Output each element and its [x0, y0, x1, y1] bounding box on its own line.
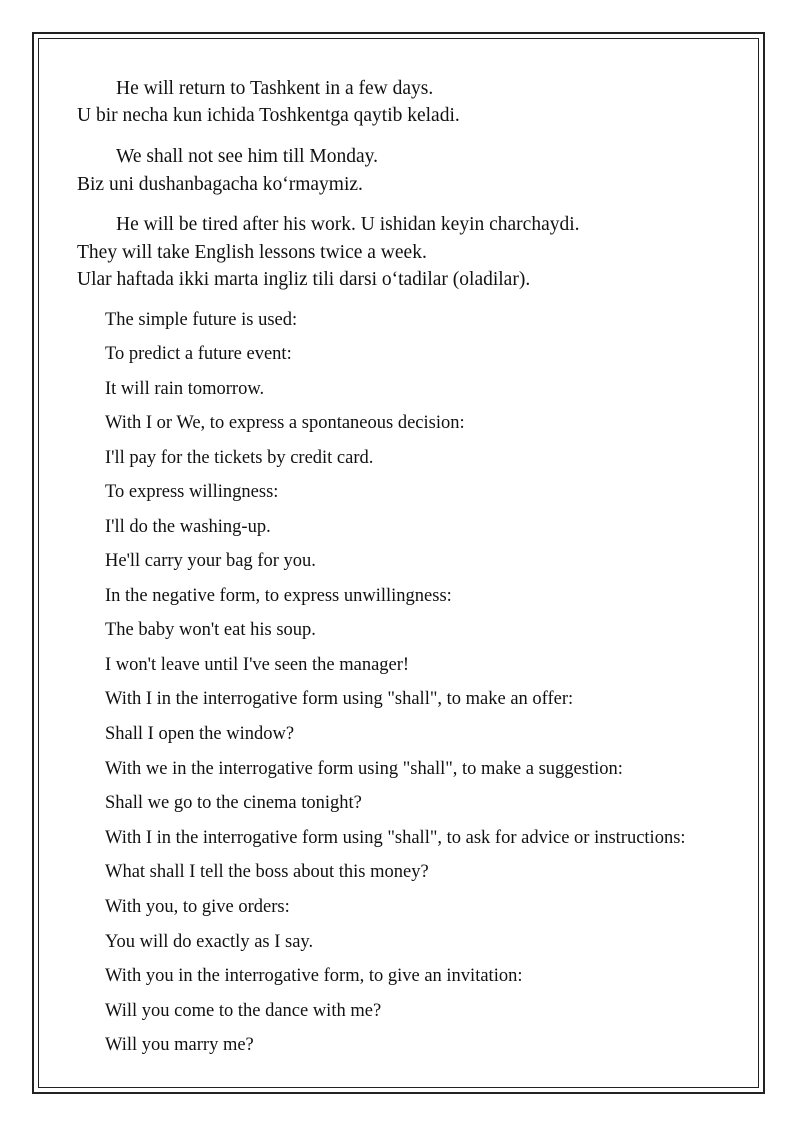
example-4-uzbek: Ular haftada ikki marta ingliz tili darsi o‘tadilar (oladilar). — [77, 269, 531, 290]
usage-line: With I in the interrogative form using "shall", to make an offer: — [105, 689, 574, 709]
usage-line: Will you marry me? — [105, 1035, 254, 1055]
usage-line: I won't leave until I've seen the manager! — [105, 655, 410, 675]
usage-line: With I in the interrogative form using "shall", to ask for advice or instructions: — [105, 828, 686, 848]
usage-line: The baby won't eat his soup. — [105, 620, 316, 640]
usage-line: What shall I tell the boss about this money? — [105, 862, 429, 882]
usage-line: It will rain tomorrow. — [105, 379, 265, 399]
example-2-english: We shall not see him till Monday. — [116, 146, 379, 167]
example-4-english: They will take English lessons twice a week. — [77, 242, 427, 263]
usage-line: Shall we go to the cinema tonight? — [105, 793, 362, 813]
usage-line: I'll do the washing-up. — [105, 517, 271, 537]
usage-line: With we in the interrogative form using "shall", to make a suggestion: — [105, 759, 623, 779]
example-1-uzbek: U bir necha kun ichida Toshkentga qaytib keladi. — [77, 105, 460, 126]
usage-line: With you, to give orders: — [105, 897, 290, 917]
example-3-english: He will be tired after his work. U ishidan keyin charchaydi. — [116, 214, 580, 235]
usage-line: Will you come to the dance with me? — [105, 1001, 382, 1021]
example-2-uzbek: Biz uni dushanbagacha ko‘rmaymiz. — [77, 174, 363, 195]
usage-heading: The simple future is used: — [105, 310, 298, 330]
usage-line: I'll pay for the tickets by credit card. — [105, 448, 374, 468]
usage-line: You will do exactly as I say. — [105, 932, 314, 952]
example-1-english: He will return to Tashkent in a few days. — [116, 78, 434, 99]
usage-line: Shall I open the window? — [105, 724, 295, 744]
usage-line: In the negative form, to express unwillingness: — [105, 586, 452, 606]
usage-line: With I or We, to express a spontaneous decision: — [105, 413, 465, 433]
usage-line: With you in the interrogative form, to give an invitation: — [105, 966, 523, 986]
usage-line: He'll carry your bag for you. — [105, 551, 316, 571]
usage-line: To predict a future event: — [105, 344, 292, 364]
usage-line: To express willingness: — [105, 482, 279, 502]
